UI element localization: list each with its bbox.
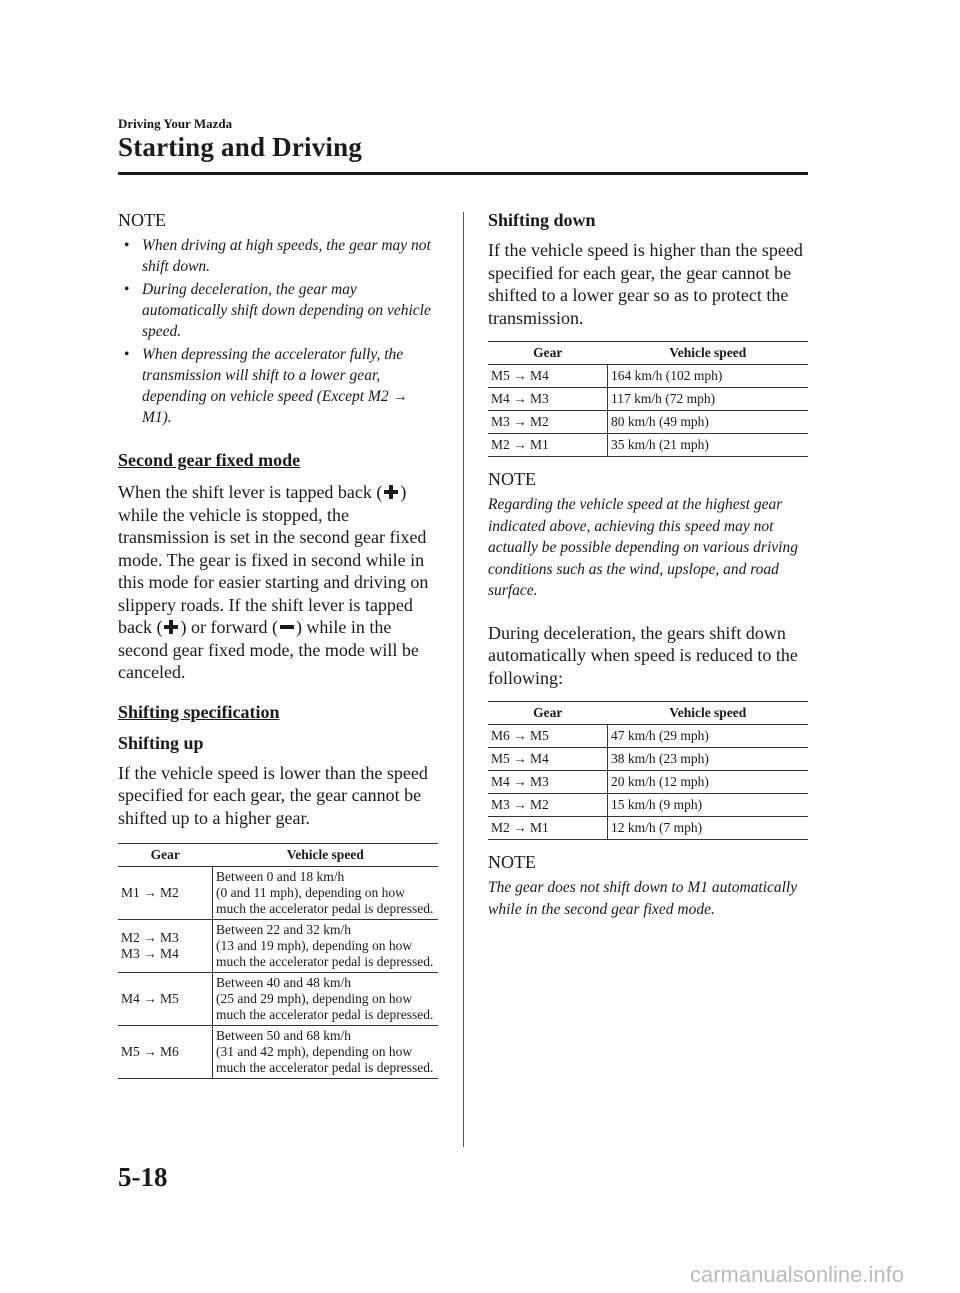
gear-cell: M6 → M5 [488, 725, 608, 748]
note-text: Regarding the vehicle speed at the highest gear indicated above, achieving this speed may not actually be possible depending on various driving conditions such as the wind, upslope, and road surface. [488, 496, 798, 599]
shifting-up-heading: Shifting up [118, 732, 204, 753]
gear-cell: M4 → M3 [488, 771, 608, 794]
col-speed-header: Vehicle speed [608, 702, 809, 725]
note-list [118, 235, 440, 428]
gear-cell: M4 → M5 [118, 973, 213, 1026]
gear-cell: M5 → M4 [488, 365, 608, 388]
table-header-row [118, 844, 438, 867]
note-item: • When depressing the accelerator fully, the transmission will shift to a lower gear, depending on vehicle speed (Except M2 → M1). [118, 344, 440, 428]
deceleration-table [488, 701, 808, 840]
plus-icon [384, 485, 398, 499]
table-row [488, 725, 808, 748]
gear-cell: M5 → M4 [488, 748, 608, 771]
column-divider [463, 212, 464, 1147]
table-row [488, 365, 808, 388]
shift-down-table [488, 341, 808, 457]
speed-cell: 12 km/h (7 mph) [608, 817, 809, 840]
speed-cell: 164 km/h (102 mph) [608, 365, 809, 388]
speed-cell: 47 km/h (29 mph) [608, 725, 809, 748]
section-title: Starting and Driving [118, 132, 363, 162]
plus-icon [164, 620, 178, 634]
col-gear-header: Gear [488, 702, 608, 725]
second-gear-paragraph: When the shift lever is tapped back ( ) while the vehicle is stopped, the transmission is set in the second gear fixed mode. The gear is fixed in second while in this mode for easier starting and driving on slippery roads. If the shift lever is tapped back ( ) or forward ( ) while in the second gear fixed mode, the mode will be canceled. [118, 482, 429, 682]
shifting-down-text: If the vehicle speed is higher than the speed specified for each gear, the gear cannot be shifted to a lower gear so as to protect the transmission. [488, 240, 803, 328]
chapter-label: Driving Your Mazda [118, 116, 233, 131]
header-rule [118, 172, 808, 175]
speed-cell: 15 km/h (9 mph) [608, 794, 809, 817]
speed-cell: 38 km/h (23 mph) [608, 748, 809, 771]
table-row [488, 817, 808, 840]
gear-cell: M2 → M1 [488, 434, 608, 457]
second-gear-heading: Second gear fixed mode [118, 450, 301, 470]
table-row [118, 920, 438, 973]
deceleration-text: During deceleration, the gears shift down automatically when speed is reduced to the following: [488, 622, 798, 688]
note-title: NOTE [118, 210, 166, 230]
gear-cell: M1 → M2 [118, 867, 213, 920]
table-row [118, 1026, 438, 1079]
note-text: The gear does not shift down to M1 automatically while in the second gear fixed mode. [488, 879, 798, 918]
note-item: • During deceleration, the gear may automatically shift down depending on vehicle speed. [118, 279, 440, 342]
page-number: 5-18 [118, 1162, 168, 1192]
watermark: carmanualsonline.info [689, 1262, 904, 1287]
speed-cell: 117 km/h (72 mph) [608, 388, 809, 411]
table-row [488, 434, 808, 457]
right-column [488, 210, 810, 920]
table-header-row [488, 342, 808, 365]
left-column [118, 210, 440, 1079]
speed-cell: Between 40 and 48 km/h (25 and 29 mph), depending on how much the accelerator pedal is depressed. [213, 973, 439, 1026]
gear-cell: M2 → M3 M3 → M4 [118, 920, 213, 973]
table-row [488, 794, 808, 817]
shift-up-table [118, 843, 438, 1079]
col-gear-header: Gear [118, 844, 213, 867]
speed-cell: Between 0 and 18 km/h (0 and 11 mph), depending on how much the accelerator pedal is depressed. [213, 867, 439, 920]
shifting-spec-heading: Shifting specification [118, 701, 280, 722]
gear-cell: M3 → M2 [488, 794, 608, 817]
col-speed-header: Vehicle speed [608, 342, 809, 365]
gear-cell: M4 → M3 [488, 388, 608, 411]
shifting-down-heading: Shifting down [488, 210, 596, 230]
table-row [488, 388, 808, 411]
table-row [118, 867, 438, 920]
col-gear-header: Gear [488, 342, 608, 365]
table-row [488, 748, 808, 771]
speed-cell: 35 km/h (21 mph) [608, 434, 809, 457]
speed-cell: 80 km/h (49 mph) [608, 411, 809, 434]
speed-cell: Between 22 and 32 km/h (13 and 19 mph), depending on how much the accelerator pedal is depressed. [213, 920, 439, 973]
gear-cell: M5 → M6 [118, 1026, 213, 1079]
gear-cell: M2 → M1 [488, 817, 608, 840]
note-item: • When driving at high speeds, the gear may not shift down. [118, 235, 440, 277]
note-title: NOTE [488, 469, 536, 489]
gear-cell: M3 → M2 [488, 411, 608, 434]
table-row [118, 973, 438, 1026]
table-header-row [488, 702, 808, 725]
speed-cell: 20 km/h (12 mph) [608, 771, 809, 794]
col-speed-header: Vehicle speed [213, 844, 439, 867]
shifting-up-text: If the vehicle speed is lower than the speed specified for each gear, the gear cannot be shifted up to a higher gear. [118, 762, 428, 828]
note-title: NOTE [488, 852, 536, 872]
table-row [488, 411, 808, 434]
speed-cell: Between 50 and 68 km/h (31 and 42 mph), depending on how much the accelerator pedal is depressed. [213, 1026, 439, 1079]
minus-icon [280, 620, 294, 634]
table-row [488, 771, 808, 794]
